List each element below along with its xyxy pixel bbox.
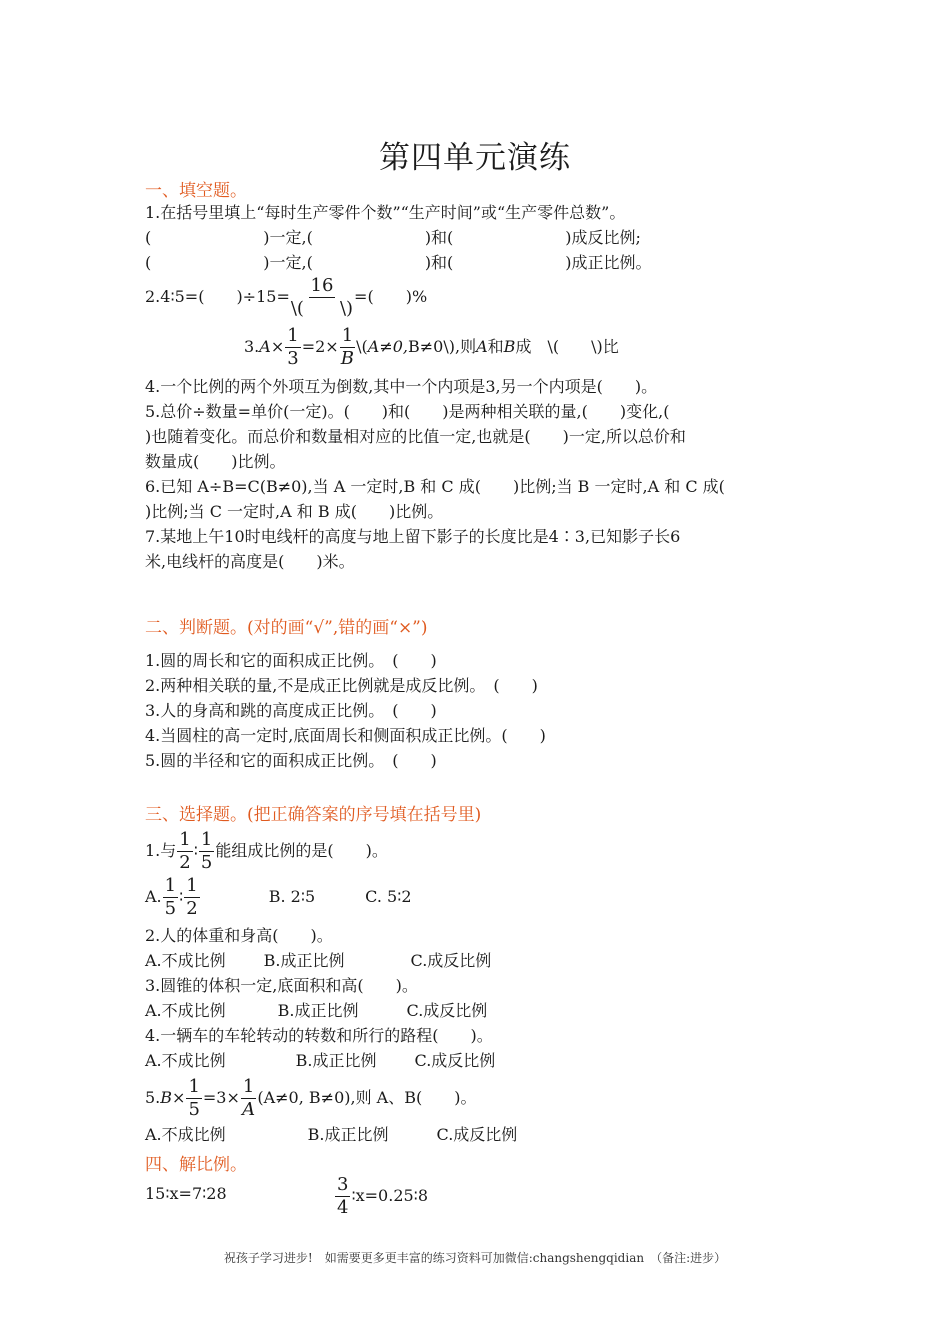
- variable-a: A: [476, 337, 488, 356]
- option-b: B.成正比例: [307, 1125, 389, 1144]
- section-fill-blank-heading: 一、填空题。: [145, 181, 247, 201]
- fraction: [335, 1176, 350, 1217]
- option-a: A.不成比例: [145, 1125, 226, 1144]
- fraction-numerator: 1: [200, 829, 213, 850]
- tf-item: 2.两种相关联的量,不是成正比例就是成反比例。 ( ): [145, 676, 538, 695]
- page-title: 第四单元演练: [379, 140, 571, 176]
- equation-middle: =2×: [301, 337, 339, 356]
- option-a: A.不成比例: [145, 1001, 226, 1020]
- option-a: A.不成比例: [145, 1051, 226, 1070]
- question-1-4: 4.一个比例的两个外项互为倒数,其中一个内项是3,另一个内项是( )。: [145, 377, 658, 396]
- section-true-false-heading: 二、判断题。(对的画“√”,错的画“×”): [145, 618, 428, 638]
- equation-middle: =3×: [202, 1088, 240, 1107]
- proportion-equation-2: [334, 1176, 428, 1217]
- question-tail: 成 \( \)比: [515, 337, 619, 356]
- question-1-3: [244, 327, 619, 368]
- section-choice-heading: 三、选择题。(把正确答案的序号填在括号里): [145, 805, 482, 825]
- option-c: C.成反比例: [414, 1051, 496, 1070]
- question-1-1-row1: ( )一定,( )和( )成反比例;: [145, 228, 641, 247]
- fraction-denominator: 4: [337, 1197, 349, 1218]
- question-number: 5.: [145, 1088, 161, 1107]
- variable-b: B: [160, 1088, 173, 1107]
- ratio-colon: ∶: [179, 887, 184, 906]
- choice-question-5-options: [145, 1125, 517, 1145]
- fraction-denominator: 5: [188, 1099, 200, 1120]
- ratio-colon: ∶: [193, 841, 198, 860]
- option-c: C. 5∶2: [365, 887, 412, 906]
- fraction: [199, 831, 214, 872]
- fraction: [291, 277, 353, 318]
- fraction-numerator: 16: [310, 275, 334, 296]
- question-text: (A≠0, B≠0),则 A、B( )。: [257, 1088, 477, 1107]
- question-number: 3.: [244, 337, 260, 356]
- tf-item: 3.人的身高和跳的高度成正比例。 ( ): [145, 701, 437, 720]
- choice-question-1: [145, 831, 388, 872]
- question-text: 能组成比例的是( )。: [215, 841, 388, 860]
- conjunction: 和: [487, 337, 504, 356]
- option-c: C.成反比例: [406, 1001, 488, 1020]
- option-b: B.成正比例: [263, 951, 345, 970]
- choice-question-1-options: [145, 877, 412, 918]
- proportion-equation-1: 15∶x=7∶28: [145, 1184, 227, 1203]
- condition-open: \(: [356, 337, 368, 356]
- question-1-1: 1.在括号里填上“每时生产零件个数”“生产时间”或“生产零件总数”。: [145, 203, 626, 222]
- fraction: [241, 1078, 256, 1119]
- choice-question-2: 2.人的体重和身高( )。: [145, 926, 333, 945]
- question-1-6-line1: 6.已知 A÷B=C(B≠0),当 A 一定时,B 和 C 成( )比例;当 B 一定时,A 和 C 成(: [145, 477, 725, 496]
- fraction-numerator: 1: [179, 829, 191, 850]
- fraction-denominator: 3: [287, 348, 299, 369]
- option-b: B.成正比例: [295, 1051, 377, 1070]
- option-c: C.成反比例: [410, 951, 492, 970]
- option-a: A.不成比例: [145, 951, 226, 970]
- times-sign: ×: [172, 1088, 186, 1107]
- fraction-numerator: 1: [341, 325, 354, 346]
- fraction-denominator: A: [242, 1099, 256, 1120]
- choice-question-5: [145, 1078, 476, 1119]
- page-footer: 祝孩子学习进步! 如需要更多更丰富的练习资料可加微信:changshengqidian （备注:进步）: [223, 1251, 727, 1265]
- fraction-denominator: 5: [200, 852, 213, 873]
- fraction-denominator: B: [340, 348, 355, 369]
- question-1-5-line3: 数量成( )比例。: [145, 452, 286, 471]
- fraction-denominator: 5: [164, 898, 177, 919]
- condition-a: A≠0,: [367, 337, 409, 356]
- question-number: 1.与: [145, 841, 177, 860]
- option-a: [145, 875, 201, 919]
- fraction-denominator: 2: [186, 898, 198, 919]
- fraction: [285, 327, 300, 368]
- tf-item: 5.圆的半径和它的面积成正比例。 ( ): [145, 751, 437, 770]
- fraction-denominator: 2: [179, 852, 191, 873]
- variable-a: A: [259, 337, 271, 356]
- question-1-5-line2: )也随着变化。而总价和数量相对应的比值一定,也就是( )一定,所以总价和: [145, 427, 686, 446]
- option-label: A.: [145, 887, 162, 906]
- choice-question-4-options: [145, 1051, 495, 1071]
- tf-item: 1.圆的周长和它的面积成正比例。 ( ): [145, 651, 437, 670]
- choice-question-4: 4.一辆车的车轮转动的转数和所行的路程( )。: [145, 1026, 493, 1045]
- fraction: [186, 1078, 201, 1119]
- option-c: C.成反比例: [436, 1125, 518, 1144]
- fraction-denominator: \( \): [290, 298, 354, 319]
- fraction-numerator: 1: [287, 325, 299, 346]
- tf-item: 4.当圆柱的高一定时,底面周长和侧面积成正比例。( ): [145, 726, 546, 745]
- fraction-numerator: 1: [186, 875, 198, 896]
- question-1-1-row2: ( )一定,( )和( )成正比例。: [145, 253, 652, 272]
- condition-b: B≠0\),则: [408, 337, 477, 356]
- times-sign: ×: [270, 337, 285, 356]
- section-solve-proportion-heading: 四、解比例。: [145, 1155, 247, 1175]
- question-1-6-line2: )比例;当 C 一定时,A 和 B 成( )比例。: [145, 502, 444, 521]
- fraction: [163, 877, 178, 918]
- choice-question-3: 3.圆锥的体积一定,底面积和高( )。: [145, 976, 418, 995]
- question-1-2-part-a: 2.4∶5=( )÷15=: [145, 287, 290, 306]
- fraction: [340, 327, 355, 368]
- choice-question-3-options: [145, 1001, 487, 1021]
- option-b: B.成正比例: [277, 1001, 359, 1020]
- fraction-numerator: 3: [337, 1174, 349, 1195]
- question-1-7-line1: 7.某地上午10时电线杆的高度与地上留下影子的长度比是4∶3,已知影子长6: [145, 527, 681, 546]
- question-1-7-line2: 米,电线杆的高度是( )米。: [145, 552, 355, 571]
- equation-rest: ∶x=0.25∶8: [351, 1186, 429, 1205]
- choice-question-2-options: [145, 951, 491, 971]
- question-1-2-part-b: =( )%: [354, 287, 428, 306]
- fraction-numerator: 1: [242, 1076, 255, 1097]
- fraction-numerator: 1: [188, 1076, 200, 1097]
- question-1-2: [145, 277, 427, 318]
- fraction: [184, 877, 199, 918]
- fraction: [177, 831, 192, 872]
- option-b: B. 2∶5: [268, 887, 316, 906]
- fraction-numerator: 1: [164, 875, 177, 896]
- variable-b: B: [503, 337, 516, 356]
- question-1-5-line1: 5.总价÷数量=单价(一定)。( )和( )是两种相关联的量,( )变化,(: [145, 402, 670, 421]
